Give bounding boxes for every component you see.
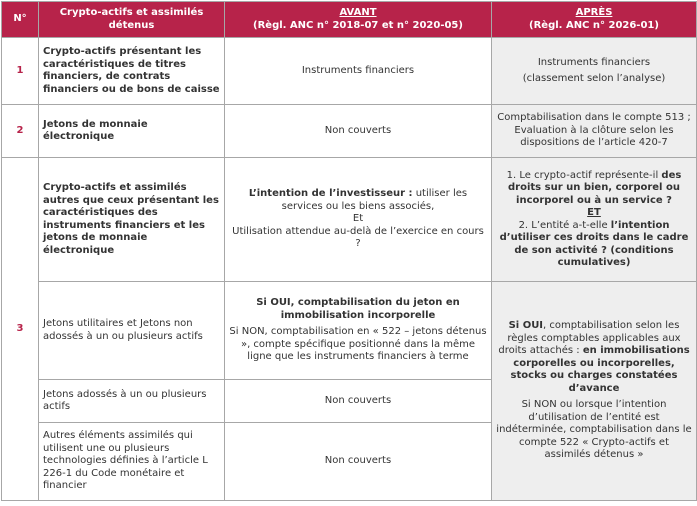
avant-et: Et <box>352 213 364 225</box>
avant-bold: Si OUI, comptabilisation du jeton en immobilisation incorporelle <box>256 297 460 321</box>
row-apres: Comptabilisation dans le compte 513 ; Evaluation à la clôture selon les dispositions de l’article 420-7 <box>492 105 697 158</box>
row-category: Crypto-actifs et assimilés autres que ceux présentant les caractéristiques des instruments financiers et les jetons de monnaie électronique <box>39 158 225 282</box>
row-avant: Non couverts <box>225 380 492 423</box>
row-avant: Non couverts <box>225 423 492 501</box>
header-apres-sub: (Règl. ANC n° 2026-01) <box>529 19 659 31</box>
avant-text: utiliser les services ou les biens associés, <box>281 188 468 212</box>
row-number: 2 <box>2 105 39 158</box>
avant-bold: L’intention de l’investisseur : <box>248 188 413 200</box>
header-avant-sub: (Règl. ANC n° 2018-07 et n° 2020-05) <box>253 19 463 31</box>
row-category: Autres éléments assimilés qui utilisent une ou plusieurs technologies définies à l’article L 226-1 du Code monétaire et financier <box>39 423 225 501</box>
row-category: Jetons de monnaie électronique <box>39 105 225 158</box>
header-avant <box>225 2 492 38</box>
row-avant: Instruments financiers <box>225 38 492 105</box>
apres-text: 2. L’entité a-t-elle <box>518 219 611 231</box>
avant-text: Utilisation attendue au-delà de l’exercice en cours ? <box>232 225 484 250</box>
table-row <box>2 105 697 158</box>
apres-bold: des droits sur un bien, corporel ou incorporel ou à un service ? <box>508 169 682 206</box>
apres-bold: Si OUI <box>508 320 544 332</box>
header-row <box>2 2 697 38</box>
row-category: Jetons utilitaires et Jetons non adossés à un ou plusieurs actifs <box>39 282 225 380</box>
apres-line: Instruments financiers <box>537 56 651 68</box>
row-apres <box>492 158 697 282</box>
apres-text: , comptabilisation selon les règles comptables applicables aux droits attachés : <box>498 320 681 357</box>
avant-text: Si NON, comptabilisation en « 522 – jetons détenus », compte spécifique positionné dans la même ligne que les instruments financiers à terme <box>229 326 487 363</box>
row-number: 3 <box>2 158 39 501</box>
apres-line: (classement selon l’analyse) <box>522 73 666 84</box>
row-category: Jetons adossés à un ou plusieurs actifs <box>39 380 225 423</box>
row-avant <box>225 158 492 282</box>
header-apres-title: APRÈS <box>575 7 613 18</box>
apres-bold: en immobilisations corporelles ou incorporelles, stocks ou charges constatées d’avance <box>510 345 690 394</box>
row-number: 1 <box>2 38 39 105</box>
row-avant: Non couverts <box>225 105 492 158</box>
table-row <box>2 158 697 282</box>
header-apres <box>492 2 697 38</box>
apres-text: 1. Le crypto-actif représente-il <box>506 169 662 181</box>
apres-bold: l’intention d’utiliser ces droits dans le cadre de son activité ? (conditions cumulatives) <box>499 219 689 268</box>
table-row <box>2 282 697 380</box>
apres-et: ET <box>587 207 601 218</box>
header-num: N° <box>2 2 39 38</box>
row-apres <box>492 38 697 105</box>
table-row <box>2 38 697 105</box>
row-apres <box>492 282 697 501</box>
header-avant-title: AVANT <box>339 7 377 18</box>
row-avant <box>225 282 492 380</box>
row-category: Crypto-actifs présentant les caractéristiques de titres financiers, de contrats financiers ou de bons de caisse <box>39 38 225 105</box>
header-category: Crypto-actifs et assimilés détenus <box>39 2 225 38</box>
apres-text: Si NON ou lorsque l’intention d’utilisation de l’entité est indéterminée, comptabilisation dans le compte 522 « Crypto-actifs et assimilés détenus » <box>496 399 692 461</box>
comparison-table <box>1 1 697 501</box>
